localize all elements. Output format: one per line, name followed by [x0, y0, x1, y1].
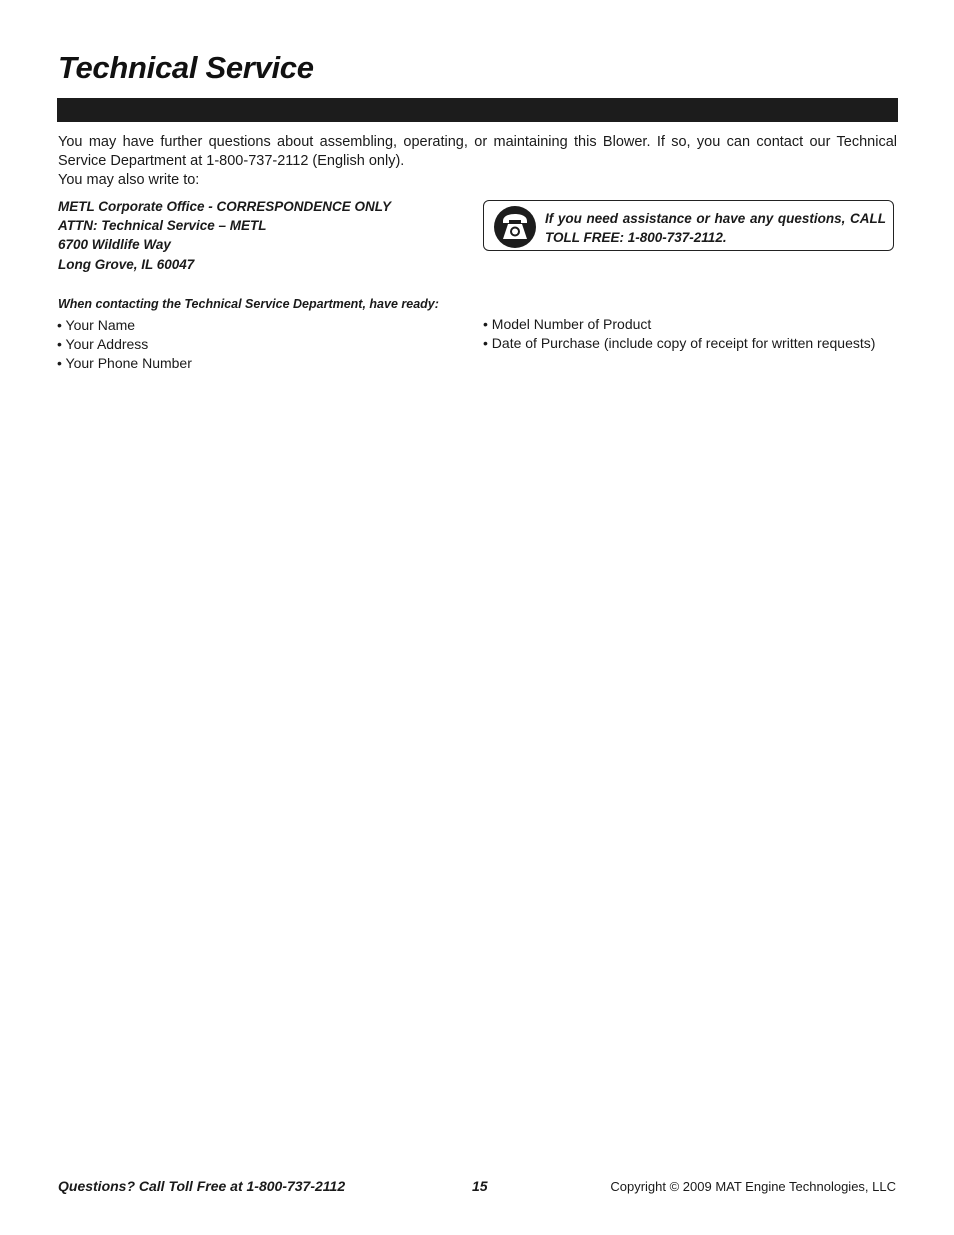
list-item: • Model Number of Product: [483, 316, 652, 332]
write-to-line: You may also write to:: [58, 172, 200, 188]
contact-list-right: [483, 315, 875, 353]
address-line: 6700 Wildlife Way: [58, 237, 171, 253]
intro-paragraph: You may have further questions about assembling, operating, or maintaining this Blower. If so, you can contact our Technical Service Department at 1-800-737-2112 (English only).: [58, 134, 897, 169]
address-line: METL Corporate Office - CORRESPONDENCE ONLY: [58, 199, 392, 214]
intro-text: [58, 133, 897, 190]
address-line: Long Grove, IL 60047: [58, 256, 195, 272]
list-item: • Your Phone Number: [57, 354, 192, 371]
list-item: • Your Address: [57, 335, 149, 352]
page-title: Technical Service: [58, 50, 314, 85]
page-number: 15: [472, 1178, 488, 1194]
address-line: ATTN: Technical Service – METL: [58, 218, 267, 234]
title-divider-bar: [57, 98, 898, 122]
callout-text: If you need assistance or have any questions, CALL TOLL FREE: 1-800-737-2112.: [545, 211, 886, 245]
list-item: • Date of Purchase (include copy of receipt for written requests): [483, 334, 876, 351]
telephone-icon: [494, 206, 536, 248]
mailing-address: [58, 197, 458, 274]
contact-heading: When contacting the Technical Service Department, have ready:: [58, 297, 439, 311]
footer-phone: Questions? Call Toll Free at 1-800-737-2112: [58, 1178, 346, 1194]
footer-copyright: Copyright © 2009 MAT Engine Technologies, LLC: [610, 1179, 896, 1194]
list-item: • Your Name: [57, 317, 136, 333]
toll-free-callout: [483, 200, 894, 251]
contact-list-left: [57, 316, 192, 372]
